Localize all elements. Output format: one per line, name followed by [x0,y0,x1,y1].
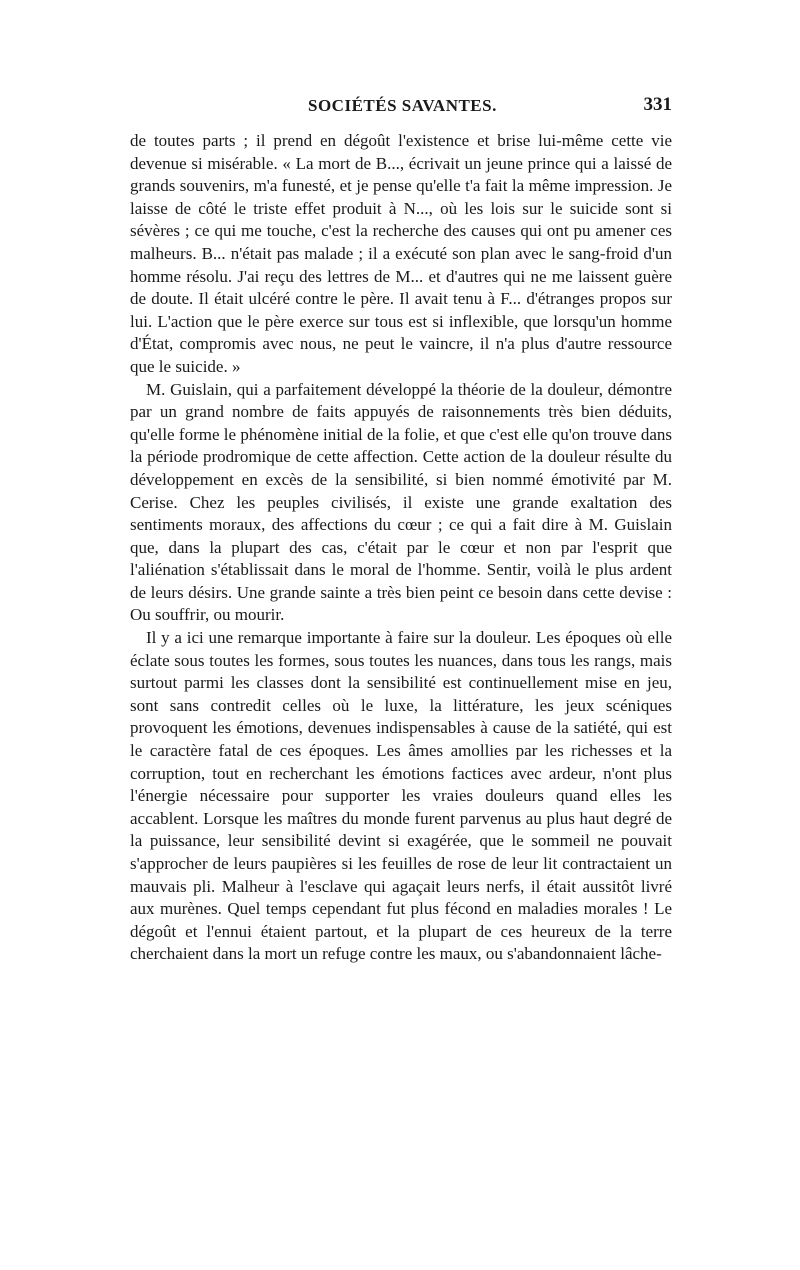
body-text [130,130,672,966]
paragraph-guislain: M. Guislain, qui a parfaitement développé la théorie de la douleur, démontre par un grand nombre de faits appuyés de raisonnements très bien déduits, qu'elle forme le phénomène initial de la folie, et que c'est elle qu'on trouve dans la période prodromique de cette affection. Cette action de la douleur résulte du développement en excès de la sensibilité, si bien nommé émotivité par M. Cerise. Chez les peuples civilisés, il existe une grande exaltation des sentiments moraux, des affections du cœur ; ce qui a fait dire à M. Guislain que, dans la plupart des cas, c'était par le cœur et non par l'esprit que l'aliénation s'établissait dans le moral de l'homme. Sentir, voilà le plus ardent de leurs désirs. Une grande sainte a très bien peint ce besoin dans cette devise : Ou souffrir, ou mourir. [130,379,672,625]
paragraph-douleur: Il y a ici une remarque importante à faire sur la douleur. Les époques où elle éclate sous toutes les formes, sous toutes les nuances, dans tous les rangs, mais surtout parmi les classes dont la sensibilité est continuellement mise en jeu, sont sans contredit celles où le luxe, la littérature, les jeux scéniques provoquent les émotions, devenues indispensables à cause de la satiété, qui est le caractère fatal de ces époques. Les âmes amollies par les richesses et la corruption, tout en recherchant les émotions factices avec ardeur, n'ont plus l'énergie nécessaire pour supporter les vraies douleurs quand elles les accablent. Lorsque les maîtres du monde furent parvenus au plus haut degré de la puissance, leur sensibilité devint si exagérée, que le sommeil ne pouvait s'approcher de leurs paupières si les feuilles de rose de leur lit contractaient un mauvais pli. Malheur à l'esclave qui agaçait leurs nerfs, il était aussitôt livré aux murènes. Quel temps cependant fut plus fécond en maladies morales ! Le dégoût et l'ennui étaient partout, et la plupart de ces heureux de la terre cherchaient dans la mort un refuge contre les maux, ou s'abandonnaient lâche- [130,628,672,964]
page-number: 331 [643,94,672,115]
paragraph-continued: de toutes parts ; il prend en dégoût l'existence et brise lui-même cette vie devenue si misérable. « La mort de B..., écrivait un jeune prince qui a laissé de grands souvenirs, m'a funesté, et je pense qu'elle t'a fait la même impression. Je laisse de côté le triste effet produit à N..., où les lois sur le suicide sont si sévères ; ce qui me touche, c'est la recherche des causes qui ont pu amener ces malheurs. B... n'était pas malade ; il a exécuté son plan avec le sang-froid d'un homme résolu. J'ai reçu des lettres de M... et d'autres qui ne me laissent guère de doute. Il était ulcéré contre le père. Il avait tenu à F... d'étranges propos sur lui. L'action que le père exerce sur tous est si inflexible, que lorsqu'un homme d'État, compromis avec nous, ne peut le vaincre, il n'a plus d'autre ressource que le suicide. » [130,131,672,376]
running-head [130,96,672,122]
running-title: SOCIÉTÉS SAVANTES. [308,96,497,115]
book-page [130,96,672,966]
